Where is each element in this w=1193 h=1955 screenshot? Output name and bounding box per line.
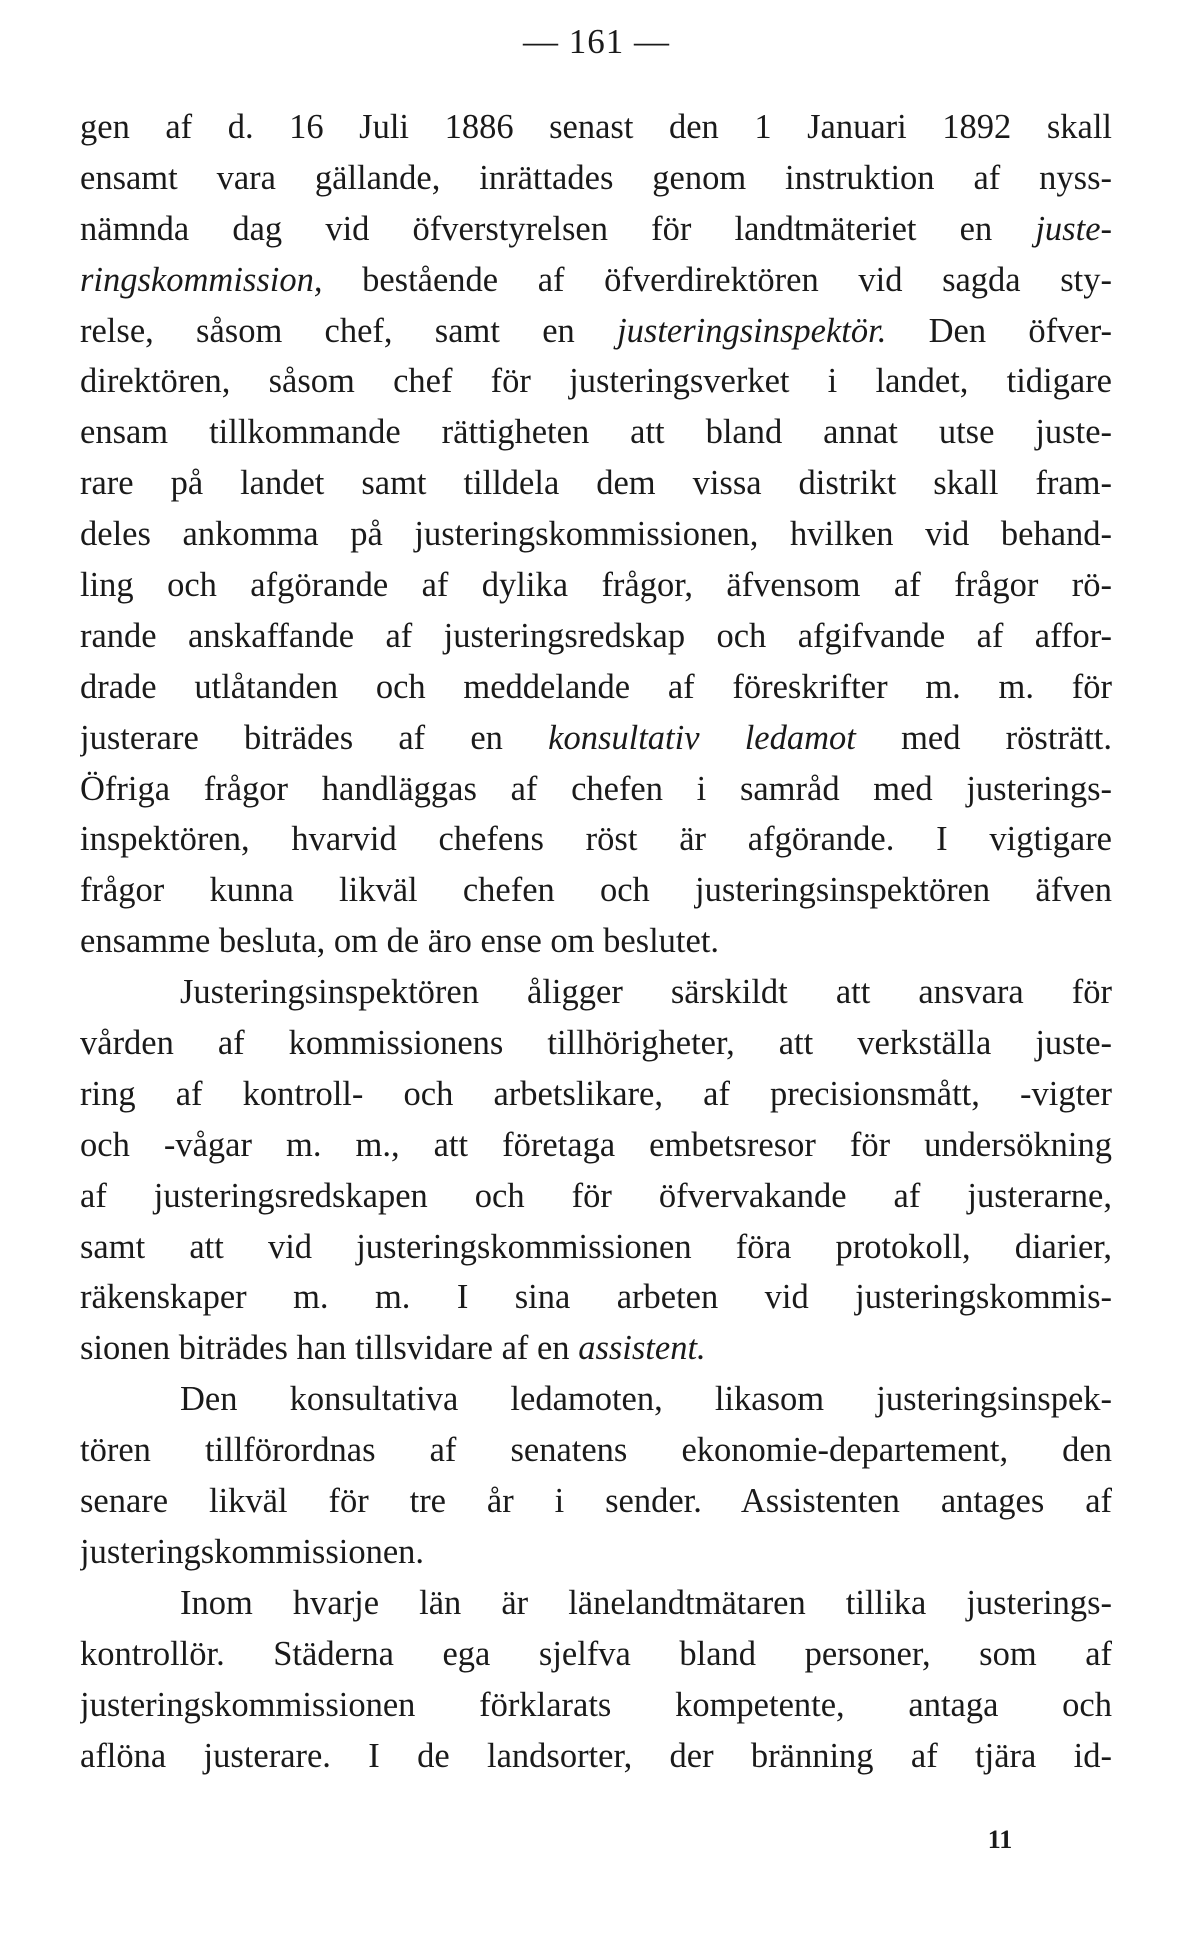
text-line: direktören, såsom chef för justeringsverket i landet, tidigare: [80, 362, 1112, 401]
italic-term: assistent.: [578, 1329, 706, 1368]
text-line: tören tillförordnas af senatens ekonomie-departement, den: [80, 1431, 1112, 1470]
text-line: [80, 204, 1112, 255]
italic-term: ringskommission,: [80, 260, 323, 299]
text-line: rande anskaffande af justeringsredskap och afgifvande af affor-: [80, 616, 1112, 655]
text-line: senare likväl för tre år i sender. Assistenten antages af: [80, 1482, 1112, 1521]
text-line: drade utlåtanden och meddelande af föreskrifter m. m. för: [80, 667, 1112, 706]
text-line: justeringskommissionen förklarats kompetente, antaga och: [80, 1685, 1112, 1724]
page-number: — 161 —: [523, 22, 670, 61]
text-line: ring af kontroll- och arbetslikare, af precisionsmått, -vigter: [80, 1074, 1112, 1113]
text-segment: nämnda dag vid öfverstyrelsen för landtmäteriet en: [80, 209, 1036, 248]
text-line: Öfriga frågor handläggas af chefen i samråd med justerings-: [80, 769, 1112, 808]
text-line: rare på landet samt tilldela dem vissa distrikt skall fram-: [80, 464, 1112, 503]
text-line: aflöna justerare. I de landsorter, der bränning af tjära id-: [80, 1736, 1112, 1775]
text-line: ensam tillkommande rättigheten att bland annat utse juste-: [80, 413, 1112, 452]
italic-term: justeringsinspektör.: [617, 311, 887, 350]
text-line: [80, 1323, 1112, 1374]
text-line: ling och afgörande af dylika frågor, äfvensom af frågor rö-: [80, 566, 1112, 605]
text-line: [80, 255, 1112, 306]
text-line: gen af d. 16 Juli 1886 senast den 1 Januari 1892 skall: [80, 108, 1112, 146]
text-line: justeringskommissionen.: [80, 1532, 425, 1571]
text-line: frågor kunna likväl chefen och justeringsinspektören äfven: [80, 871, 1112, 910]
italic-term: konsultativ ledamot: [548, 718, 856, 757]
text-line: [80, 306, 1112, 357]
text-segment: bestående af öfverdirektören vid sagda sty-: [322, 260, 1112, 299]
text-line: ensamme besluta, om de äro ense om beslutet.: [80, 922, 720, 961]
text-line: deles ankomma på justeringskommissionen, hvilken vid behand-: [80, 515, 1112, 554]
text-line: vården af kommissionens tillhörigheter, att verkställa juste-: [80, 1024, 1112, 1063]
text-line: kontrollör. Städerna ega sjelfva bland personer, som af: [80, 1634, 1112, 1673]
text-segment: relse, såsom chef, samt en: [80, 311, 618, 350]
text-line: inspektören, hvarvid chefens röst är afgörande. I vigtigare: [80, 820, 1112, 859]
italic-term: juste-: [1035, 209, 1112, 248]
text-line: Den konsultativa ledamoten, likasom justeringsinspek-: [180, 1380, 1112, 1419]
text-line: [80, 713, 1112, 764]
text-segment: med rösträtt.: [855, 718, 1112, 757]
text-segment: justerare biträdes af en: [80, 718, 549, 757]
text-line: Inom hvarje län är länelandtmätaren tillika justerings-: [180, 1583, 1112, 1622]
signature-mark: 11: [987, 1825, 1013, 1854]
text-line: samt att vid justeringskommissionen föra protokoll, diarier,: [80, 1227, 1112, 1266]
text-line: af justeringsredskapen och för öfvervakande af justerarne,: [80, 1176, 1112, 1215]
body-text: [80, 102, 1112, 1781]
text-line: räkenskaper m. m. I sina arbeten vid justeringskommis-: [80, 1278, 1112, 1317]
text-line: ensamt vara gällande, inrättades genom instruktion af nyss-: [80, 158, 1112, 197]
text-segment: sionen biträdes han tillsvidare af en: [80, 1329, 579, 1368]
text-segment: Den öfver-: [886, 311, 1112, 350]
text-line: Justeringsinspektören åligger särskildt att ansvara för: [180, 973, 1112, 1012]
text-line: och -vågar m. m., att företaga embetsresor för undersökning: [80, 1125, 1112, 1164]
